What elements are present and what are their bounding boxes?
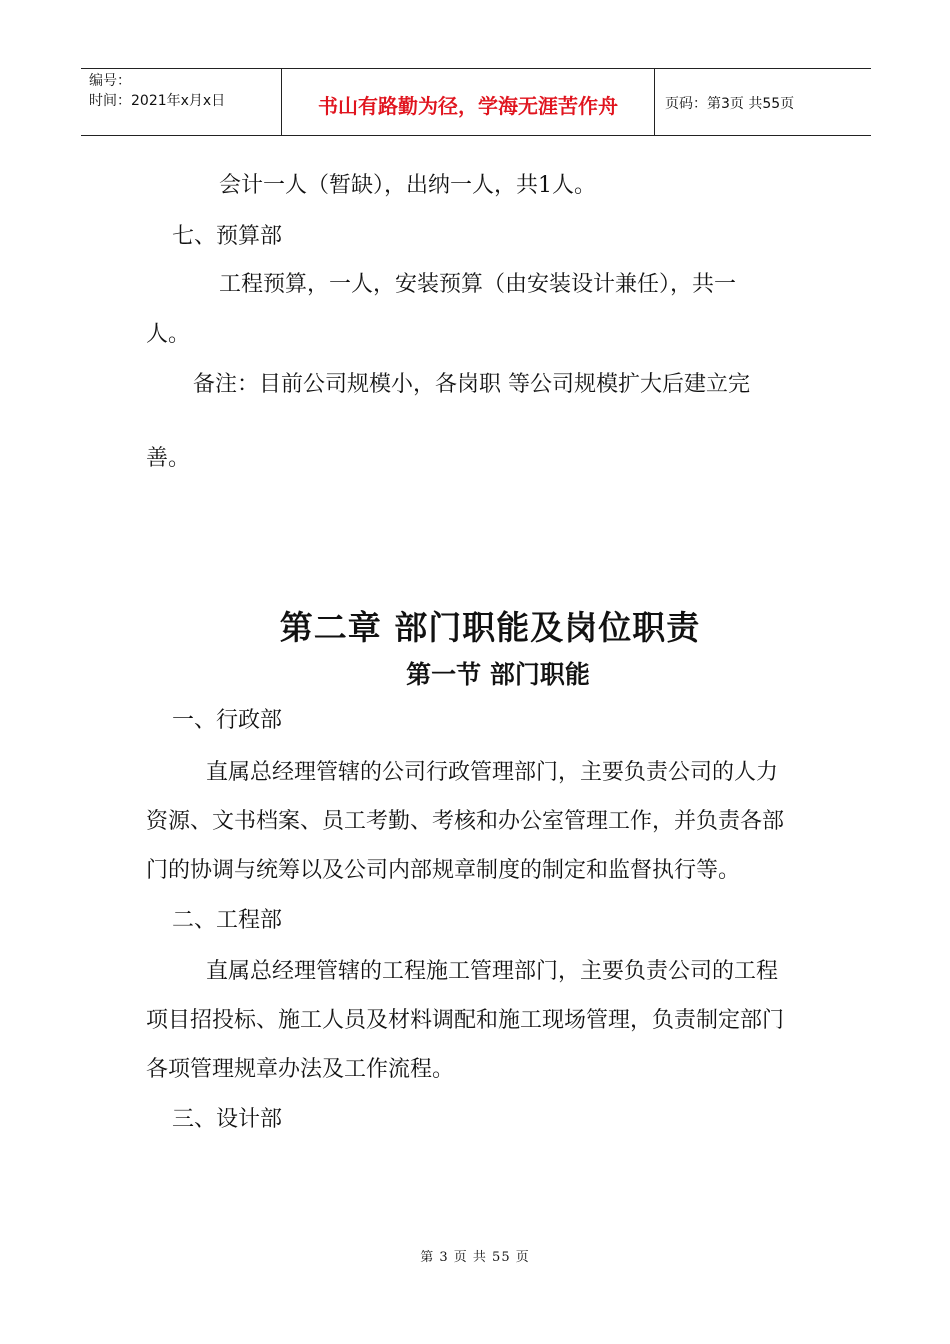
heading-budget-dept: 七、预算部 (172, 224, 283, 249)
header-page-cell (655, 69, 871, 135)
document-date-label: 时间：2021年x月x日 (89, 93, 226, 109)
paragraph-engineering-line3: 各项管理规章办法及工作流程。 (146, 1057, 455, 1082)
header-motto-cell (282, 69, 655, 135)
document-number-label: 编号： (89, 73, 131, 89)
header-motto: 书山有路勤为径，学海无涯苦作舟 (318, 93, 618, 118)
chapter-title: 第二章 部门职能及岗位职责 (279, 608, 701, 647)
paragraph-engineering-line2: 项目招投标、施工人员及材料调配和施工现场管理，负责制定部门 (146, 1008, 785, 1033)
paragraph-admin-line1: 直属总经理管辖的公司行政管理部门，主要负责公司的人力 (206, 760, 779, 785)
heading-admin-dept: 一、行政部 (172, 708, 283, 733)
note-line1: 备注：目前公司规模小，各岗职 等公司规模扩大后建立完 (193, 372, 750, 397)
document-header (81, 68, 871, 136)
section-title: 第一节 部门职能 (406, 660, 590, 689)
header-page-info: 页码：第3页 共55页 (665, 96, 795, 112)
header-meta-cell (81, 69, 282, 135)
paragraph-admin-line2: 资源、文书档案、员工考勤、考核和办公室管理工作，并负责各部 (146, 809, 785, 834)
paragraph-admin-line3: 门的协调与统筹以及公司内部规章制度的制定和监督执行等。 (146, 858, 741, 883)
paragraph-accounting: 会计一人（暂缺），出纳一人，共1人。 (219, 173, 596, 198)
note-line2: 善。 (146, 446, 191, 471)
heading-design-dept: 三、设计部 (172, 1107, 283, 1132)
page-footer: 第 3 页 共 55 页 (420, 1250, 530, 1265)
paragraph-budget-line1: 工程预算，一人，安装预算（由安装设计兼任），共一 (219, 272, 737, 297)
paragraph-budget-line2: 人。 (146, 322, 191, 347)
heading-engineering-dept: 二、工程部 (172, 908, 283, 933)
paragraph-engineering-line1: 直属总经理管辖的工程施工管理部门，主要负责公司的工程 (206, 959, 779, 984)
